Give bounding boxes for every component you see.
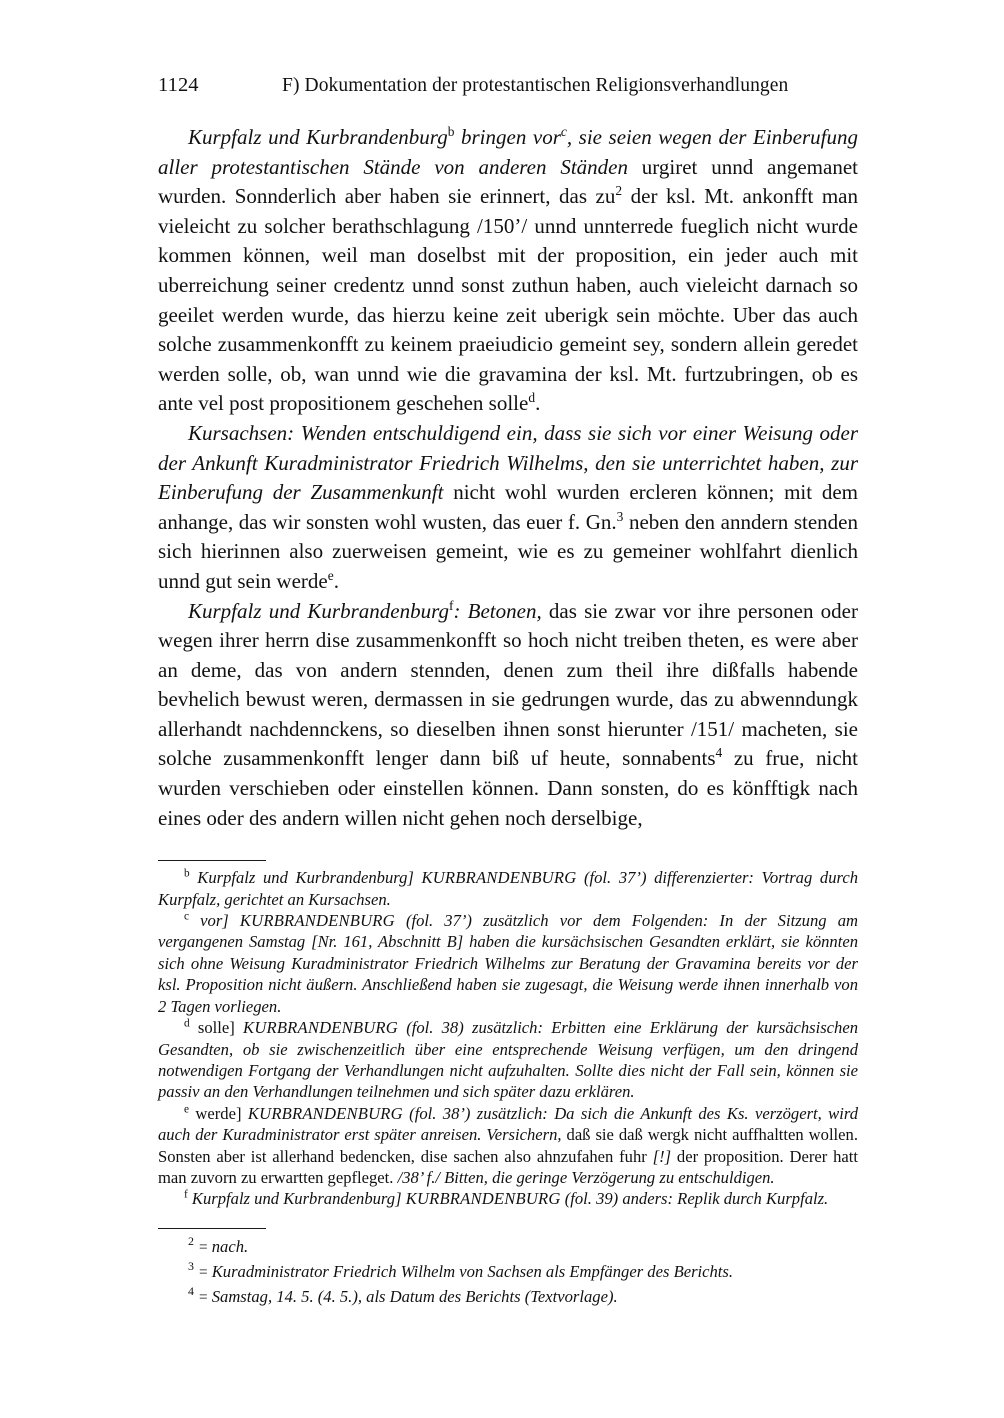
paragraph-kurpfalz-kurbrandenburg-1 [158, 123, 858, 419]
footnote-label-3: 3 [188, 1259, 194, 1274]
footnote-b [158, 867, 858, 910]
footnote-e-italic-3: /38’ f./ Bitten, die geringe Verzögerung zu entschuldigen. [397, 1167, 775, 1187]
running-head [158, 74, 858, 97]
footnote-e-lemma: werde] [195, 1103, 242, 1123]
kursachsen-roman-3: . [333, 568, 339, 593]
footnote-label-2: 2 [188, 1234, 194, 1249]
footnote-f-source: KURBRANDENBURG [405, 1189, 561, 1209]
footnote-label-b: b [184, 867, 190, 880]
lead-italic-continued: bringen vor [454, 125, 561, 149]
footnote-c-lemma: vor] [200, 911, 229, 931]
footnote-b-text: (fol. 37’) differenzierter: Vortrag durch Kurpfalz, gerichtet an Kursachsen. [158, 868, 858, 909]
footnote-apparatus-letters [158, 860, 858, 1210]
footnote-ref-4[interactable]: 4 [715, 745, 723, 761]
footnote-e-roman-1: daß sie daß wergk nicht auffhaltten wollen. Sonsten aber ist allerhand bedencken, dise sachen also ahnzufahen fuhr [158, 1125, 858, 1166]
footnote-f [158, 1188, 858, 1209]
kursachsen-roman-1: nicht wohl wurden ercleren können; mit dem anhange, das wir sonsten wohl wusten, das euer f. Gn. [158, 480, 858, 534]
footnote-2 [158, 1235, 858, 1260]
paragraph-kursachsen [158, 419, 858, 597]
footnote-d-text: (fol. 38) zusätzlich: Erbitten eine Erklärung der kursächsischen Gesandten, ob sie zwischenzeitlich über eine entsprechende Weisung verfügen, um den dringend notwendigen Fortgang der Verhandlungen nicht aufzuhalten. Sollte dies nicht der Fall sein, können sie passiv an den Verhandlungen teilnehmen und sich später dazu erklären. [158, 1018, 858, 1102]
page-content [158, 74, 858, 1310]
body-text [158, 123, 858, 833]
kkb2-roman-1: das sie zwar vor ihre personen oder wegen ihrer herrn dise zusammenkonfft so hoch nicht treiben theten, es were aber an deme, das von andern stennden, denen zum theil ihre dißfalls habende bevhelich bewust weren, dermassen in sie gedrungen wurde, das zu abwenndungk allerhandt nachdennckens, so dieselben ihnen sonst hierunter /151/ macheten, sie solche zusammenkonfft lenger dann biß uf heute, sonnabents [158, 598, 858, 771]
paragraph-kurpfalz-kurbrandenburg-2 [158, 597, 858, 834]
footnote-b-source: KURBRANDENBURG [421, 868, 577, 888]
footnote-c-source: KURBRANDENBURG [239, 911, 395, 931]
paragraph-roman-2: der ksl. Mt. ankonfft man vieleicht zu solcher berathschlagung /150’/ unnd unnterrede fueglich nicht wurde kommen können, weil man doselbst mit der proposition, ein jeder auch mit uberreichung seiner credentz unnd sonst zuthun haben, auch vieleicht darnach so geeilet werden wurde, das hierzu keine zeit uberigk sein möchte. Uber das auch solche zusammenkonfft zu keinem praeiudicio gemeint sey, sondern allein geredet werden solle, ob, wan unnd wie die gravamina der ksl. Mt. furtzubringen, ob es ante vel post propositionem geschehen solle [158, 184, 858, 416]
footnote-f-lemma: Kurpfalz und Kurbrandenburg] [191, 1189, 402, 1209]
footnote-label-f: f [184, 1188, 188, 1201]
footnote-2-text: nach. [211, 1236, 249, 1256]
footnote-c-text: (fol. 37’) zusätzlich vor dem Folgenden: In der Sitzung am vergangenen Samstag [Nr. 161, Abschnitt B] haben die kursächsischen Gesandten erklärt, sie könnten sich ohne Weisung Kuradministrator Friedrich Wilhelms zur Beratung der Gravamina bereits vor der ksl. Proposition nicht äußern. Anschließend haben sie zugesagt, die Weisung werde ihnen innerhalb von 2 Tagen vorliegen. [158, 911, 858, 1016]
footnote-ref-2[interactable]: 2 [615, 183, 623, 199]
footnote-ref-e[interactable]: e [327, 567, 334, 583]
footnote-ref-3[interactable]: 3 [616, 508, 624, 524]
footnote-b-lemma: Kurpfalz und Kurbrandenburg] [197, 868, 414, 888]
footnote-4-text: Samstag, 14. 5. (4. 5.), als Datum des Berichts (Textvorlage). [211, 1286, 618, 1306]
footnote-e [158, 1103, 858, 1189]
footnote-e-source: KURBRANDENBURG [247, 1103, 403, 1123]
footnote-2-equals: = [198, 1238, 208, 1256]
footnote-separator-rule-numbers [158, 1228, 266, 1229]
footnote-e-roman-2: der proposition. Derer hatt man zuvorn zu erwartten gepfleget. [158, 1146, 858, 1187]
footnote-d [158, 1017, 858, 1103]
footnote-4-equals: = [198, 1288, 208, 1306]
footnote-e-italic-1: (fol. 38’) zusätzlich: Da sich die Ankunft des Ks. verzögert, wird auch der Kuradministrator erst später anreisen. Versichern, [158, 1103, 858, 1145]
speaker-label-kursachsen: Kursachsen: Wenden entschuldigend ein, dass sie sich vor einer Weisung oder der Ankunft Kuradministrator Friedrich Wilhelms, den sie unterrichtet haben, zur Einberufung der Zusammenkunft [158, 420, 858, 505]
footnote-ref-f[interactable]: f [448, 597, 454, 613]
footnote-f-text: (fol. 39) anders: Replik durch Kurpfalz. [560, 1189, 829, 1209]
speaker-label: Kurpfalz und Kurbrandenburg [188, 125, 448, 149]
footnote-label-4: 4 [188, 1284, 194, 1299]
footnote-e-italic-2: [!] [652, 1146, 672, 1166]
running-head-title: F) Dokumentation der protestantischen Religionsverhandlungen [282, 75, 789, 96]
footnote-ref-b[interactable]: b [447, 124, 455, 139]
footnote-separator-rule-letters [158, 860, 266, 861]
footnote-label-d: d [184, 1017, 190, 1030]
betonen-italic: : Betonen, [453, 598, 549, 623]
footnote-d-source: KURBRANDENBURG [243, 1018, 398, 1038]
kursachsen-roman-2: neben den anndern stenden sich hierinnen also zuerweisen gemeint, wie es zu gemeiner wohlfahrt dienlich unnd gut sein werde [158, 509, 859, 593]
footnote-3 [158, 1260, 858, 1285]
paragraph-roman-3: . [535, 391, 541, 416]
page-number: 1124 [158, 74, 199, 96]
kkb2-roman-2: zu frue, nicht wurden verschieben oder einstellen können. Dann sonsten, do es könfftigk nach eines oder des andern willen nicht gehen noch derselbige, [158, 746, 858, 830]
speaker-label-2: Kurpfalz und Kurbrandenburg [188, 598, 449, 623]
footnote-ref-d[interactable]: d [528, 390, 536, 406]
footnote-c [158, 910, 858, 1017]
footnote-4 [158, 1285, 858, 1310]
footnote-apparatus-numbers [158, 1228, 858, 1310]
footnote-ref-c[interactable]: c [560, 124, 567, 139]
footnote-label-c: c [184, 910, 190, 923]
footnote-3-equals: = [198, 1263, 208, 1281]
paragraph-roman-1: urgiret unnd angemanet wurden. Sonnderlich aber haben sie erinnert, das zu [158, 154, 858, 209]
footnote-3-text: Kuradministrator Friedrich Wilhelm von Sachsen als Empfänger des Berichts. [211, 1261, 734, 1281]
footnote-d-lemma: solle] [197, 1018, 235, 1038]
footnote-label-e: e [184, 1103, 190, 1116]
lead-italic-rest: , sie seien wegen der Einberufung aller protestantischen Stände von anderen Ständen [158, 125, 859, 179]
